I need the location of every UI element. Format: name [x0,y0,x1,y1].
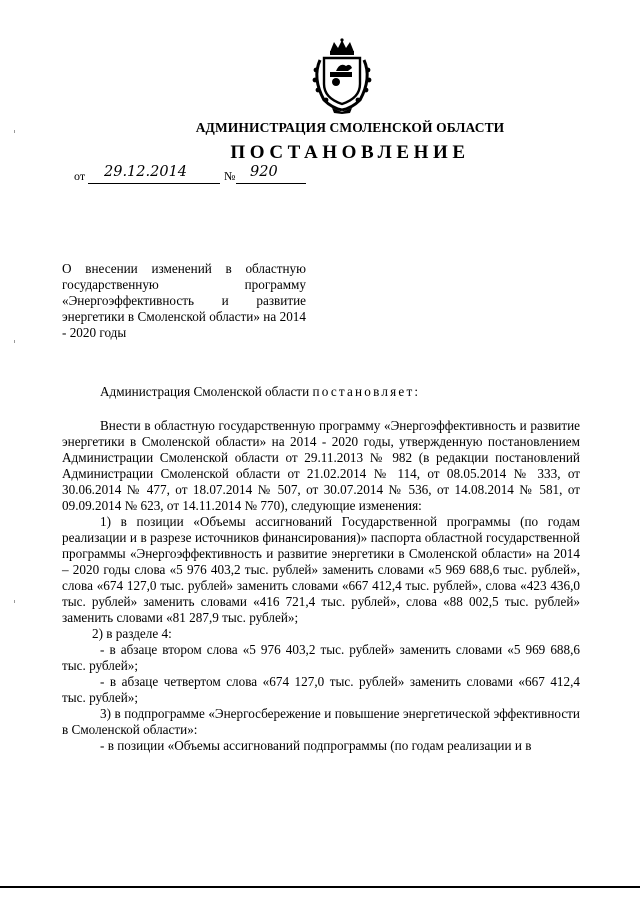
body-paragraph: 2) в разделе 4: [92,626,172,641]
preamble-text: Администрация Смоленской области [100,384,310,399]
number-label: № [224,169,236,183]
body-paragraph: - в абзаце четвертом слова «674 127,0 тыс. рублей» заменить словами «667 412,4 тыс. рублей»; [62,674,580,705]
margin-mark [14,600,15,603]
document-type-title: ПОСТАНОВЛЕНИЕ [230,142,470,163]
coat-of-arms-emblem [306,38,378,114]
margin-mark [14,130,15,133]
body-paragraph: 1) в позиции «Объемы ассигнований Государственной программы (по годам реализации и в разрезе источников финансирования)» паспорта областной государственной программы «Энергоэффективность и развитие энергетики в Смоленской области» на 2014 – 2020 годы слова «5 976 403,2 тыс. рублей» заменить словами «5 969 688,6 тыс. рублей», слова «674 127,0 тыс. рублей» заменить словами «667 412,4 тыс. рублей», слова «423 436,0 тыс. рублей» заменить словами «416 721,4 тыс. рублей», слова «88 002,5 тыс. рублей» заменить словами «81 287,9 тыс. рублей»; [62,514,580,625]
document-subject: О внесении изменений в областную государственную программу «Энергоэффективность и развитие энергетики в Смоленской области» на 2014 - 2020 годы [62,261,306,340]
body-paragraph: - в позиции «Объемы ассигнований подпрограммы (по годам реализации и в [100,738,532,753]
date-label: от [74,169,86,183]
date-value: 29.12.2014 [104,164,188,180]
body-paragraph: - в абзаце втором слова «5 976 403,2 тыс. рублей» заменить словами «5 969 688,6 тыс. рублей»; [62,642,580,673]
preamble-decree-word: постановляет: [312,384,421,399]
number-value: 920 [250,164,278,180]
date-underline [88,183,220,184]
body-paragraph: Внести в областную государственную программу «Энергоэффективность и развитие энергетики в Смоленской области» на 2014 - 2020 годы, утвержденную постановлением Администрации Смоленской области от 29.11.2013 № 982 (в редакции постановлений Администрации Смоленской области от 21.02.2014 № 114, от 08.05.2014 № 333, от 30.06.2014 № 477, от 18.07.2014 № 507, от 30.07.2014 № 536, от 14.08.2014 № 581, от 09.09.2014 № 623, от 14.11.2014 № 770), следующие изменения: [62,418,580,513]
organization-name: АДМИНИСТРАЦИЯ СМОЛЕНСКОЙ ОБЛАСТИ [195,120,505,135]
number-underline [236,183,306,184]
body-paragraph: 3) в подпрограмме «Энергосбережение и повышение энергетической эффективности в Смоленской области»: [62,706,580,737]
page-bottom-edge [0,886,640,888]
preamble [100,384,420,400]
margin-mark [14,340,15,343]
document-body [62,418,580,754]
